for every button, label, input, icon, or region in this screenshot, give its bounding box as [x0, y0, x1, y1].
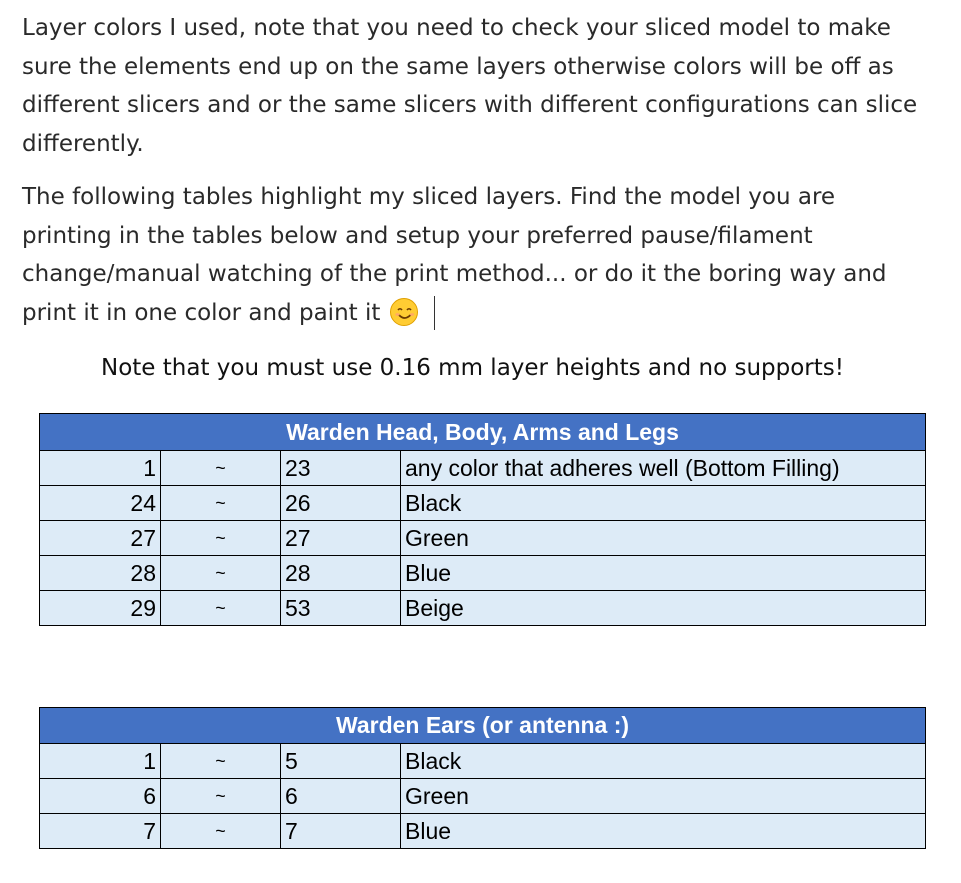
- layer-to: 53: [281, 591, 401, 626]
- smiling-face-icon: [390, 298, 418, 326]
- layer-from: 27: [40, 521, 161, 556]
- table-row: [40, 451, 926, 486]
- range-separator: ~: [161, 591, 281, 626]
- layer-color: Blue: [401, 556, 926, 591]
- layer-to: 28: [281, 556, 401, 591]
- range-separator: ~: [161, 814, 281, 849]
- range-separator: ~: [161, 556, 281, 591]
- layer-color: Blue: [401, 814, 926, 849]
- table-row: [40, 556, 926, 591]
- table-row: [40, 486, 926, 521]
- layer-to: 27: [281, 521, 401, 556]
- range-separator: ~: [161, 744, 281, 779]
- layer-to: 6: [281, 779, 401, 814]
- layer-height-note: Note that you must use 0.16 mm layer heights and no supports!: [101, 355, 844, 381]
- range-separator: ~: [161, 779, 281, 814]
- range-separator: ~: [161, 486, 281, 521]
- layer-to: 5: [281, 744, 401, 779]
- layer-from: 6: [40, 779, 161, 814]
- table-title: Warden Ears (or antenna :): [40, 708, 926, 744]
- intro-paragraph-2-text: The following tables highlight my sliced layers. Find the model you are printing in the tables below and setup your preferred pause/filament change/manual watching of the print method... or do it the boring way and print it in one color and paint it: [22, 184, 887, 326]
- layer-from: 1: [40, 451, 161, 486]
- layer-from: 24: [40, 486, 161, 521]
- layer-color: Green: [401, 779, 926, 814]
- range-separator: ~: [161, 451, 281, 486]
- layer-from: 1: [40, 744, 161, 779]
- layer-from: 7: [40, 814, 161, 849]
- range-separator: ~: [161, 521, 281, 556]
- layer-color: Beige: [401, 591, 926, 626]
- table-row: [40, 591, 926, 626]
- layer-color: Green: [401, 521, 926, 556]
- layer-color: any color that adheres well (Bottom Filling): [401, 451, 926, 486]
- layer-to: 7: [281, 814, 401, 849]
- intro-paragraph-2: [22, 178, 922, 332]
- warden-ears-layers-table: [39, 707, 926, 849]
- table-row: [40, 521, 926, 556]
- table-row: [40, 744, 926, 779]
- layer-to: 23: [281, 451, 401, 486]
- layer-color: Black: [401, 486, 926, 521]
- table-title: Warden Head, Body, Arms and Legs: [40, 414, 926, 451]
- table-row: [40, 814, 926, 849]
- layer-color: Black: [401, 744, 926, 779]
- layer-from: 28: [40, 556, 161, 591]
- table-row: [40, 779, 926, 814]
- layer-to: 26: [281, 486, 401, 521]
- text-cursor: [434, 296, 435, 330]
- warden-body-layers-table: [39, 413, 926, 626]
- layer-from: 29: [40, 591, 161, 626]
- intro-paragraph-1: Layer colors I used, note that you need to check your sliced model to make sure the elements end up on the same layers otherwise colors will be off as different slicers and or the same slicers with different configurations can slice differently.: [22, 15, 918, 157]
